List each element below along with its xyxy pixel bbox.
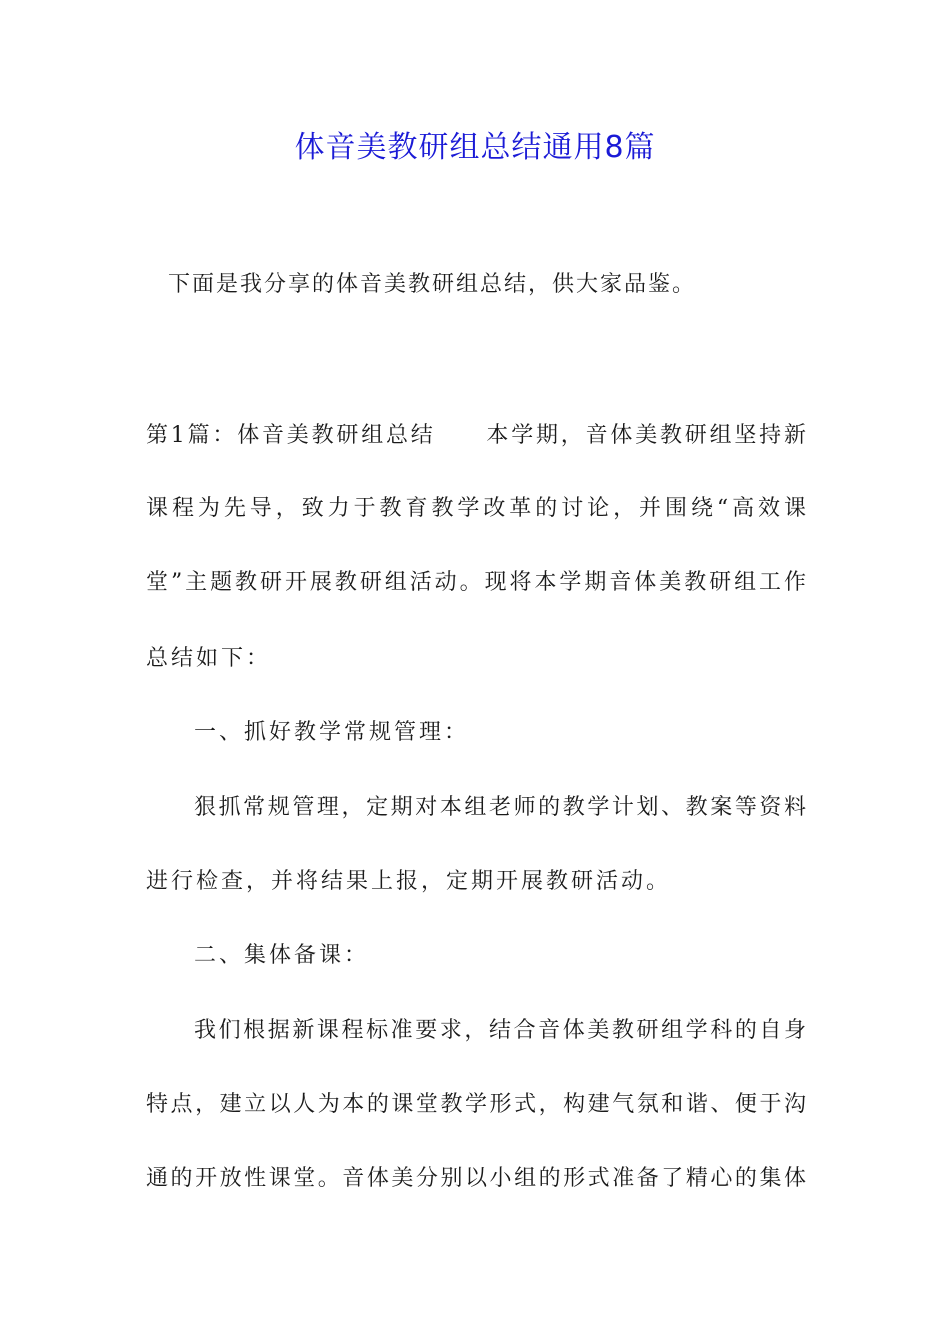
paragraph-line: 狠抓常规管理，定期对本组老师的教学计划、教案等资料 bbox=[194, 795, 806, 820]
paragraph-line: 课程为先导，致力于教育教学改革的讨论，并围绕“高效课 bbox=[146, 496, 806, 521]
paragraph-line: 我们根据新课程标准要求，结合音体美教研组学科的自身 bbox=[194, 1018, 806, 1043]
article-first-line bbox=[146, 421, 806, 451]
paragraph-line: 通的开放性课堂。音体美分别以小组的形式准备了精心的集体 bbox=[146, 1166, 806, 1191]
article-heading: 第1篇：体音美教研组总结 bbox=[146, 423, 436, 448]
document-title: 体音美教研组总结通用8篇 bbox=[294, 130, 656, 165]
paragraph-line: 进行检查，并将结果上报，定期开展教研活动。 bbox=[146, 869, 672, 894]
intro-paragraph: 下面是我分享的体音美教研组总结，供大家品鉴。 bbox=[168, 272, 697, 297]
section-heading: 一、抓好教学常规管理： bbox=[194, 720, 470, 745]
paragraph-line: 特点，建立以人为本的课堂教学形式，构建气氛和谐、便于沟 bbox=[146, 1092, 806, 1117]
section-heading: 二、集体备课： bbox=[194, 943, 370, 968]
paragraph-line: 总结如下： bbox=[146, 646, 272, 671]
paragraph-line: 堂”主题教研开展教研组活动。现将本学期音体美教研组工作 bbox=[146, 570, 806, 595]
paragraph-line: 本学期，音体美教研组坚持新 bbox=[483, 423, 806, 448]
